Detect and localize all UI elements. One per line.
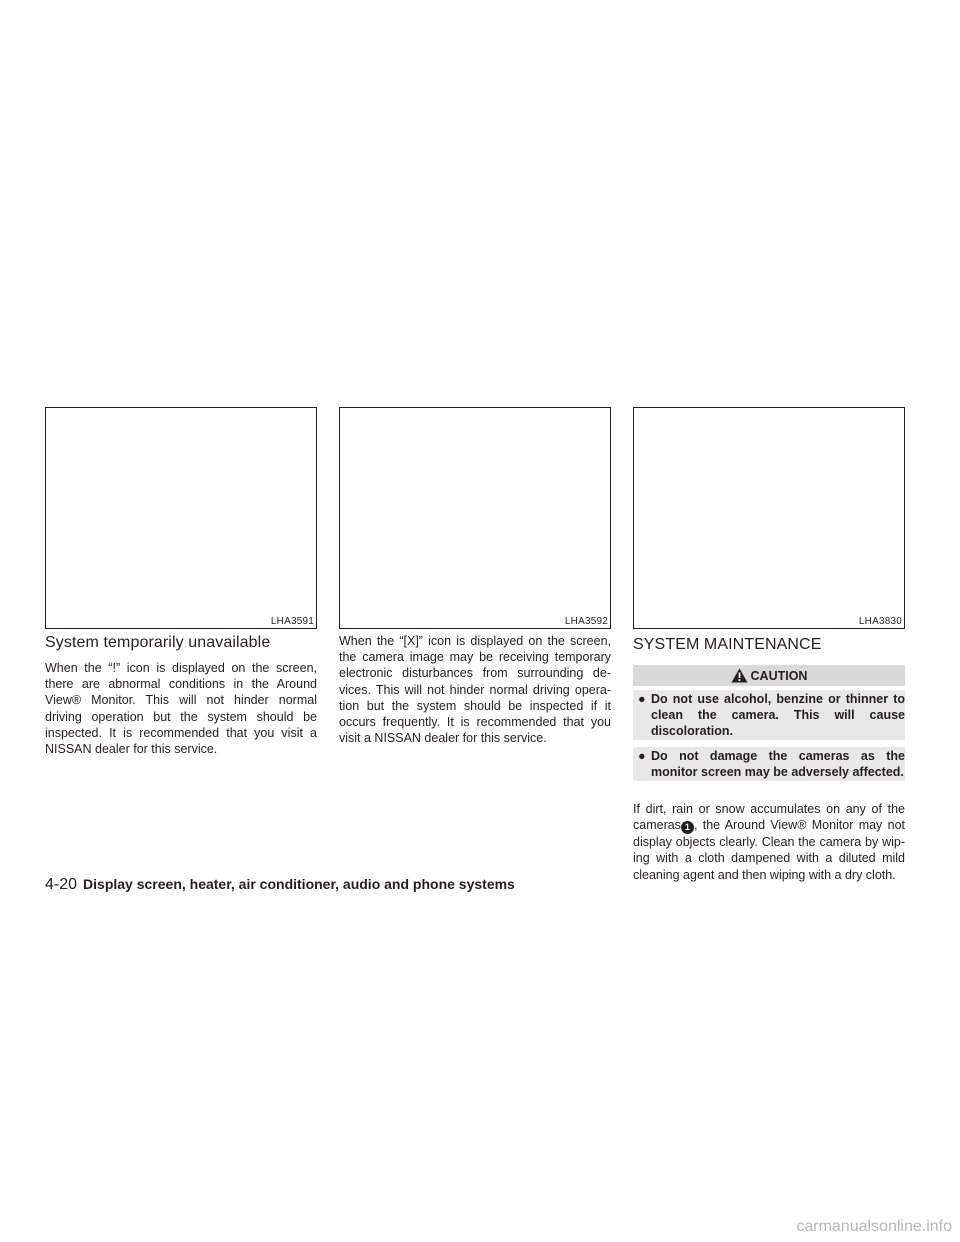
section-heading-system-unavailable: System temporarily unavailable [45, 634, 271, 651]
caution-item [633, 690, 905, 740]
paragraph: When the “!” icon is displayed on the screen, there are abnormal conditions in the Around View® Monitor. This will not hinder normal driving operation but the system should be inspected. It is recommended that you visit a NISSAN dealer for this service. [45, 661, 317, 757]
page-footer [45, 876, 515, 894]
bullet: ● [638, 749, 646, 763]
page-number: 4-20 [45, 876, 78, 893]
callout-number-icon: 1 [681, 821, 694, 834]
chapter-title: Display screen, heater, air conditioner, audio and phone systems [83, 876, 515, 892]
figure-label: LHA3591 [270, 616, 314, 627]
warning-triangle-icon [731, 668, 748, 683]
caution-title: CAUTION [750, 668, 808, 683]
caution-item-text: Do not damage the cameras as the monitor screen may be adversely affected. [651, 749, 905, 779]
body-text-after: , the Around View® Monitor may not display objects clearly. Clean the camera by wip-ing with a cloth dampened with a diluted mild cleaning agent and then wiping with a dry cloth. [633, 818, 905, 882]
body-text-before: If dirt, rain or snow accumulates on any of the cameras [633, 802, 905, 833]
watermark: carmanualsonline.info [796, 1218, 952, 1235]
paragraph [633, 801, 905, 883]
section-heading-system-maintenance: SYSTEM MAINTENANCE [633, 636, 822, 653]
bullet: ● [638, 692, 646, 706]
left-column-body [45, 660, 317, 757]
caution-list [633, 690, 905, 788]
right-column-body [633, 801, 905, 883]
figure-lha3592 [339, 407, 611, 629]
figure-label: LHA3592 [564, 616, 608, 627]
figure-label: LHA3830 [858, 616, 902, 627]
caution-header [633, 665, 905, 686]
caution-item [633, 747, 905, 781]
figure-lha3591 [45, 407, 317, 629]
paragraph: When the “[X]” icon is displayed on the screen, the camera image may be receiving temporary electronic disturbances from surrounding de-vices. This will not hinder normal driving opera-tion but the system should be inspected if it occurs frequently. It is recommended that you visit a NISSAN dealer for this service. [339, 634, 611, 746]
figure-lha3830 [633, 407, 905, 629]
caution-item-text: Do not use alcohol, benzine or thinner to clean the camera. This will cause discoloration. [651, 692, 905, 738]
middle-column-body [339, 633, 611, 746]
